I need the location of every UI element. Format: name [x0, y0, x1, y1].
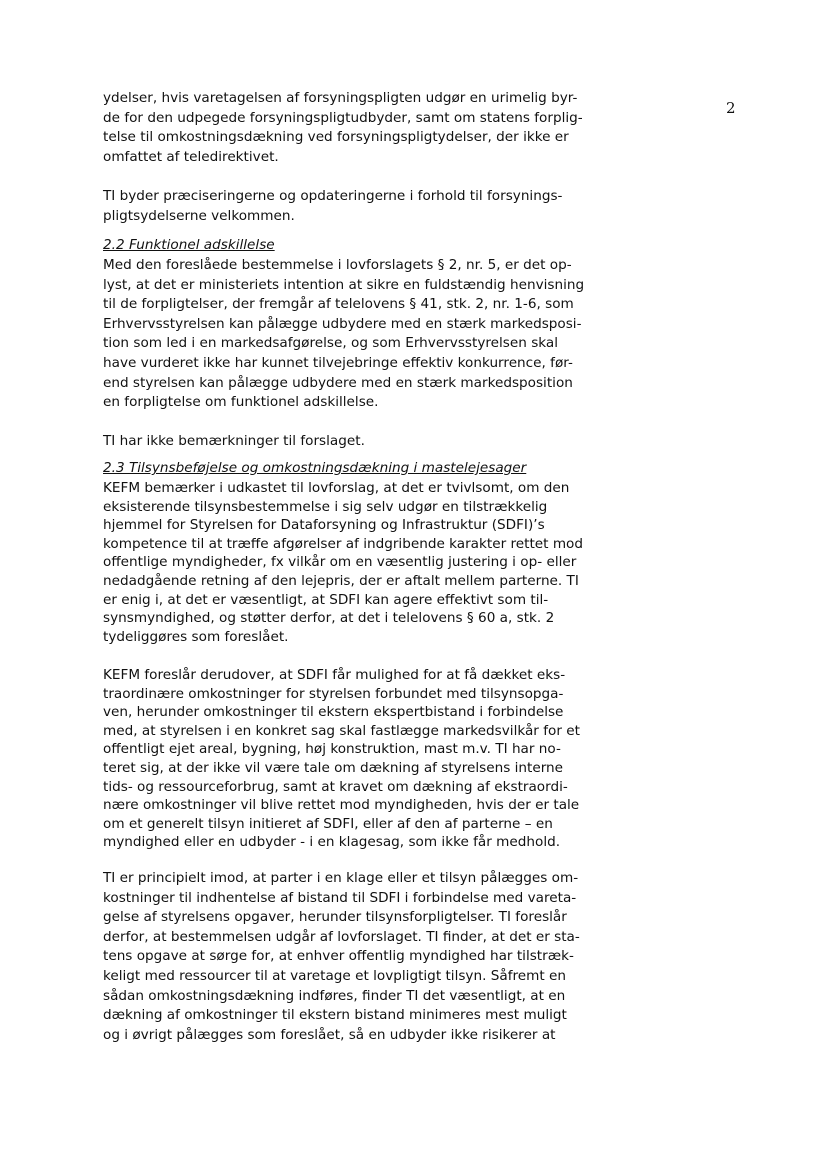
text-line: synsmyndighed, og støtter derfor, at det i telelovens § 60 a, stk. 2 [103, 610, 555, 627]
text-line: ven, herunder omkostninger til ekstern ekspertbistand i forbindelse [103, 704, 564, 721]
text-line: Erhvervsstyrelsen kan pålægge udbydere med en stærk markedsposi- [103, 315, 582, 332]
text-line: pligtsydelserne velkommen. [103, 207, 295, 224]
text-line: 2.2 Funktionel adskillelse [103, 237, 275, 253]
text-line: er enig i, at det er væsentligt, at SDFI kan agere effektivt som til- [103, 591, 549, 608]
text-line: lyst, at det er ministeriets intention at sikre en fuldstændig henvisning [103, 276, 585, 293]
text-line: nære omkostninger vil blive rettet mod myndigheden, hvis der er tale [103, 797, 580, 814]
text-line: TI har ikke bemærkninger til forslaget. [103, 433, 365, 449]
text-line: omfattet af teledirektivet. [103, 148, 279, 165]
text-line: end styrelsen kan pålægge udbydere med en stærk markedsposition [103, 374, 573, 391]
text-line: hjemmel for Styrelsen for Dataforsyning og Infrastruktur (SDFI)’s [103, 517, 545, 534]
text-line: dækning af omkostninger til ekstern bistand minimeres mest muligt [103, 1007, 567, 1024]
text-line: eksisterende tilsynsbestemmelse i sig selv udgør en tilstrækkelig [103, 498, 548, 515]
paragraph-ti-ingen-bemaerkninger [103, 432, 365, 452]
text-line: og i øvrigt pålægges som foreslået, så en udbyder ikke risikerer at [103, 1026, 556, 1043]
text-line: Med den foreslåede bestemmelse i lovforslagets § 2, nr. 5, er det op- [103, 257, 572, 273]
paragraph-funktionel-adskillelse [103, 256, 584, 413]
heading-2-2-funktionel-adskillelse [103, 236, 275, 256]
text-line: med, at styrelsen i en konkret sag skal fastlægge markedsvilkår for et [103, 722, 580, 739]
text-line: en forpligtelse om funktionel adskillelse. [103, 394, 379, 411]
text-line: tens opgave at sørge for, at enhver offentlig myndighed har tilstræk- [103, 948, 574, 965]
text-line: tids- og ressourceforbrug, samt at kravet om dækning af ekstraordi- [103, 778, 568, 795]
paragraph-ti-velkommen [103, 187, 562, 226]
text-line: KEFM bemærker i udkastet til lovforslag, at det er tvivlsomt, om den [103, 480, 570, 496]
text-line: KEFM foreslår derudover, at SDFI får mulighed for at få dækket eks- [103, 667, 566, 683]
text-line: kostninger til indhentelse af bistand til SDFI i forbindelse med vareta- [103, 889, 577, 906]
text-line: nedadgående retning af den lejepris, der er aftalt mellem parterne. TI [103, 572, 579, 589]
paragraph-forsyningspligt-intro [103, 89, 583, 167]
text-line: om et generelt tilsyn initieret af SDFI, eller af den af parterne – en [103, 815, 553, 832]
text-line: offentlige myndigheder, fx vilkår om en væsentlig justering i op- eller [103, 554, 577, 571]
paragraph-ti-principielt-imod [103, 869, 580, 1045]
text-line: traordinære omkostninger for styrelsen forbundet med tilsynsopga- [103, 685, 564, 702]
text-line: tion som led i en markedsafgørelse, og som Erhvervsstyrelsen skal [103, 335, 559, 352]
text-line: have vurderet ikke har kunnet tilvejebringe effektiv konkurrence, før- [103, 354, 573, 371]
text-line: de for den udpegede forsyningspligtudbyder, samt om statens forplig- [103, 109, 583, 126]
paragraph-kefm-foreslaar [103, 666, 580, 852]
page-number: 2 [726, 99, 736, 117]
text-line: offentligt ejet areal, bygning, høj konstruktion, mast m.v. TI har no- [103, 741, 561, 758]
heading-2-3-tilsynsbefoejelse [103, 459, 526, 479]
paragraph-kefm-bemaerker [103, 479, 583, 646]
text-line: 2.3 Tilsynsbeføjelse og omkostningsdækning i mastelejesager [103, 460, 527, 476]
text-line: teret sig, at der ikke vil være tale om dækning af styrelsens interne [103, 759, 564, 776]
text-line: gelse af styrelsens opgaver, herunder tilsynsforpligtelser. TI foreslår [103, 909, 567, 926]
text-line: keligt med ressourcer til at varetage et lovpligtigt tilsyn. Såfremt en [103, 967, 567, 984]
text-line: tydeliggøres som foreslået. [103, 628, 289, 645]
text-line: TI er principielt imod, at parter i en klage eller et tilsyn pålægges om- [103, 870, 579, 886]
text-line: sådan omkostningsdækning indføres, finder TI det væsentligt, at en [103, 987, 566, 1004]
text-line: ydelser, hvis varetagelsen af forsyningspligten udgør en urimelig byr- [103, 90, 578, 106]
text-line: telse til omkostningsdækning ved forsyningspligtydelser, der ikke er [103, 129, 569, 146]
text-line: TI byder præciseringerne og opdateringerne i forhold til forsynings- [103, 188, 563, 204]
text-line: kompetence til at træffe afgørelser af indgribende karakter rettet mod [103, 535, 584, 552]
text-line: derfor, at bestemmelsen udgår af lovforslaget. TI finder, at det er sta- [103, 928, 580, 945]
text-line: til de forpligtelser, der fremgår af telelovens § 41, stk. 2, nr. 1-6, som [103, 296, 574, 313]
text-line: myndighed eller en udbyder - i en klagesag, som ikke får medhold. [103, 834, 561, 851]
